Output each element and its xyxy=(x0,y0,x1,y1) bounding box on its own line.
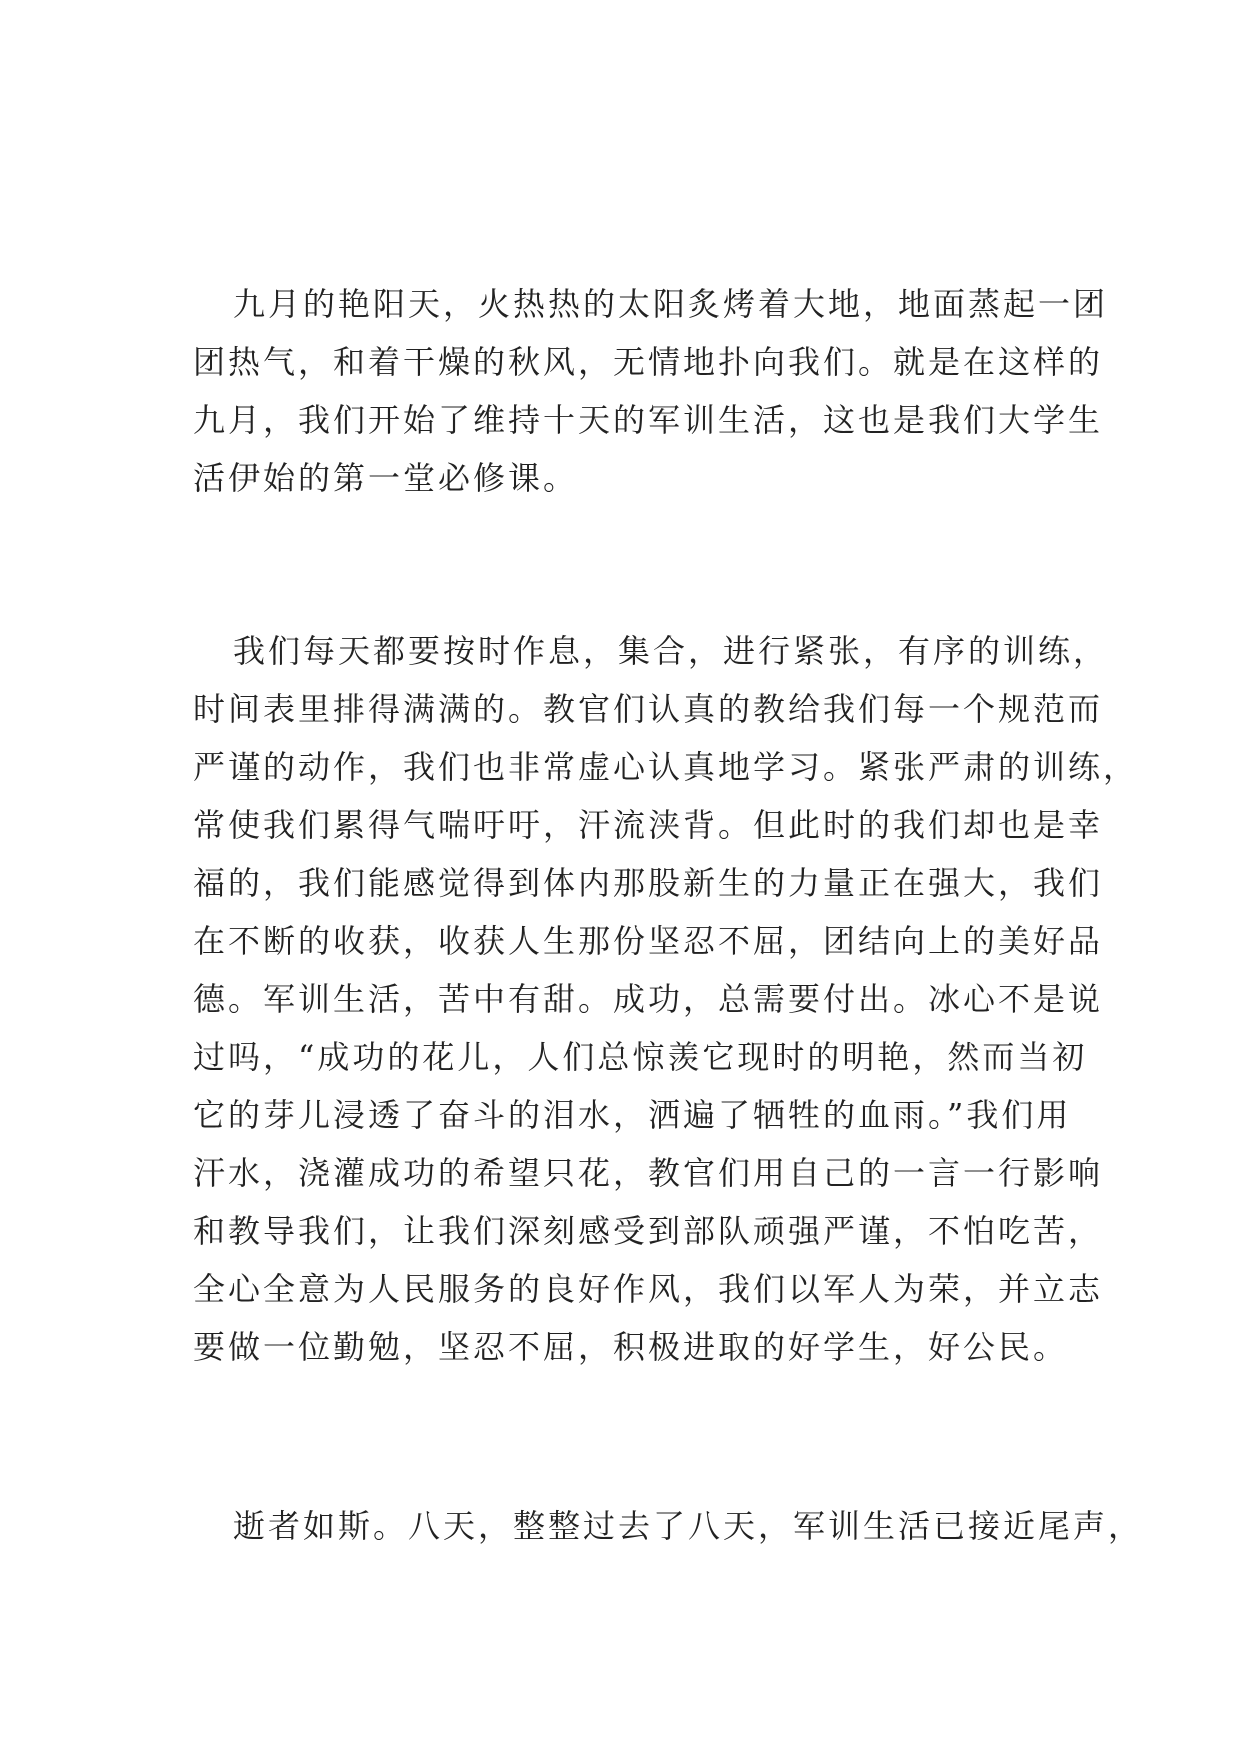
paragraph-3 xyxy=(193,1497,1144,1555)
paragraph-line: 它的芽儿浸透了奋斗的泪水，洒遍了牺牲的血雨。”我们用 xyxy=(193,1096,1072,1134)
paragraph-line: 过吗，“成功的花儿，人们总惊羡它现时的明艳，然而当初 xyxy=(193,1038,1088,1076)
paragraph-line: 和教导我们，让我们深刻感受到部队顽强严谨，不怕吃苦， xyxy=(193,1212,1104,1250)
paragraph-line: 常使我们累得气喘吁吁，汗流浃背。但此时的我们却也是幸 xyxy=(193,806,1104,844)
paragraph-2 xyxy=(193,622,1139,1376)
paragraph-line: 我们每天都要按时作息，集合，进行紧张，有序的训练， xyxy=(233,632,1109,670)
paragraph-line: 要做一位勤勉，坚忍不屈，积极进取的好学生，好公民。 xyxy=(193,1328,1069,1366)
paragraph-line: 在不断的收获，收获人生那份坚忍不屈，团结向上的美好品 xyxy=(193,922,1104,960)
paragraph-line: 德。军训生活，苦中有甜。成功，总需要付出。冰心不是说 xyxy=(193,980,1104,1018)
paragraph-line: 九月的艳阳天，火热热的太阳炙烤着大地，地面蒸起一团 xyxy=(233,285,1109,323)
paragraph-line: 九月，我们开始了维持十天的军训生活，这也是我们大学生 xyxy=(193,401,1104,439)
paragraph-line: 活伊始的第一堂必修课。 xyxy=(193,459,579,497)
paragraph-line: 福的，我们能感觉得到体内那股新生的力量正在强大，我们 xyxy=(193,864,1104,902)
paragraph-line: 逝者如斯。八天，整整过去了八天，军训生活已接近尾声， xyxy=(233,1507,1144,1545)
paragraph-line: 汗水，浇灌成功的希望只花，教官们用自己的一言一行影响 xyxy=(193,1154,1104,1192)
paragraph-1 xyxy=(193,275,1109,507)
paragraph-line: 全心全意为人民服务的良好作风，我们以军人为荣，并立志 xyxy=(193,1270,1104,1308)
paragraph-line: 严谨的动作，我们也非常虚心认真地学习。紧张严肃的训练， xyxy=(193,748,1139,786)
paragraph-line: 时间表里排得满满的。教官们认真的教给我们每一个规范而 xyxy=(193,690,1104,728)
paragraph-line: 团热气，和着干燥的秋风，无情地扑向我们。就是在这样的 xyxy=(193,343,1104,381)
